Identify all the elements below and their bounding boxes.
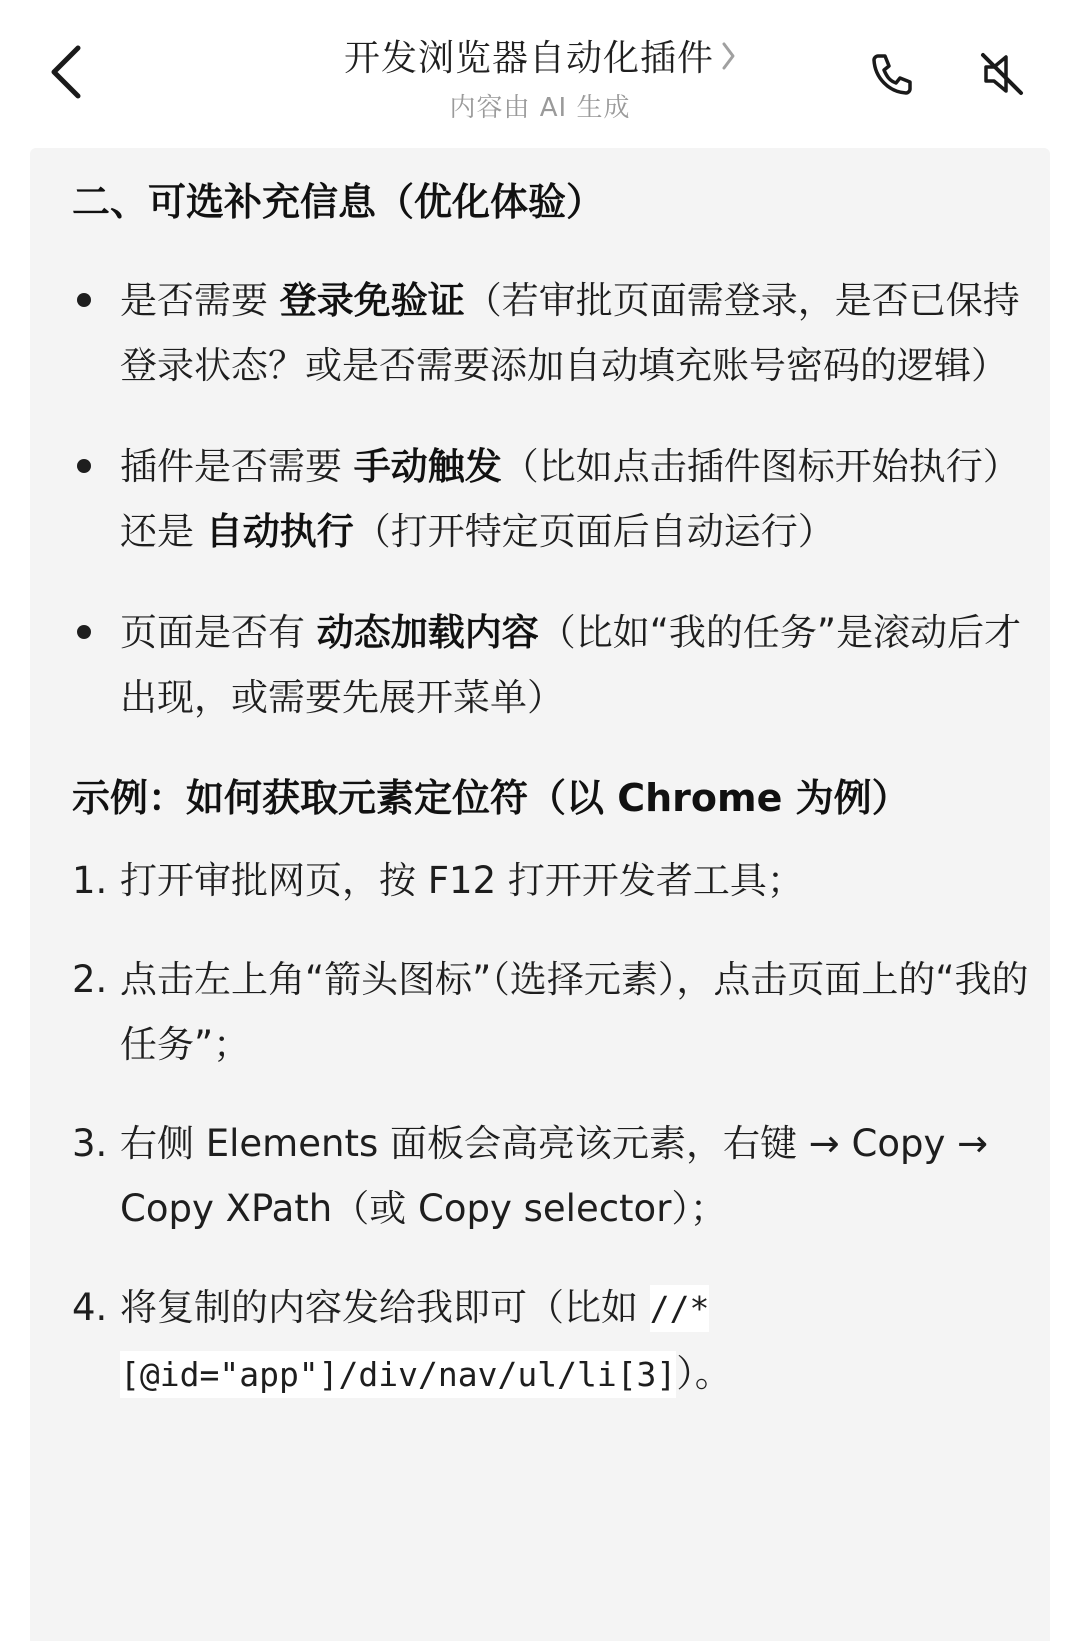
speaker-muted-icon [976,48,1028,104]
chat-title-button[interactable] [344,30,736,81]
step-text: 点击左上角“箭头图标”（选择元素），点击页面上的“我的任务”； [120,958,1029,1066]
bullet-bold-term: 动态加载内容 [316,611,539,654]
ai-message-card [30,148,1050,1641]
bullet-text: 插件是否需要 [120,445,354,488]
chevron-right-icon [720,41,736,71]
chevron-left-icon [46,44,86,104]
step-text: ）。 [676,1352,732,1395]
bullet-bold-term: 登录免验证 [279,279,465,322]
chat-title: 开发浏览器自动化插件 [343,38,714,79]
call-button[interactable] [862,46,922,106]
bullet-dot [77,293,91,307]
bullet-text: （若审批页面需登录，是否已保持登录状态？或是否需要添加自动填充账号密码的逻辑） [120,279,1020,387]
bullet-text: （比如“我的任务”是滚动后才出现，或需要先展开菜单） [120,611,1022,719]
bullet-bold-term: 自动执行 [205,510,354,553]
chat-header [0,0,1080,140]
step-number: 2. [72,958,108,1001]
step-number: 3. [72,1122,108,1165]
bullet-dot [77,459,91,473]
bullet-dot [77,625,91,639]
bullet-text: 是否需要 [120,279,280,322]
list-item [72,434,1032,564]
step-text: 右侧 Elements 面板会高亮该元素，右键 → Copy → Copy XPath（或 Copy selector）； [120,1122,989,1230]
list-item [72,268,1032,398]
phone-icon [868,50,916,102]
section-heading-example: 示例：如何获取元素定位符（以 Chrome 为例） [72,776,910,820]
steps-list [72,848,1032,1407]
bullet-text: （打开特定页面后自动运行） [353,510,835,553]
list-item [72,1111,1032,1241]
list-item [72,848,1032,913]
step-text: 打开审批网页，按 F12 打开开发者工具； [120,859,804,902]
step-number: 4. [72,1286,108,1329]
step-text: 将复制的内容发给我即可（比如 [120,1286,650,1329]
back-button[interactable] [38,42,94,106]
mute-button[interactable] [970,44,1034,108]
bullet-bold-term: 手动触发 [353,445,502,488]
message-content [72,172,1032,1441]
ai-generated-note: 内容由 AI 生成 [449,93,631,123]
chat-title-block [240,30,840,124]
bullet-text: 页面是否有 [120,611,317,654]
list-item [72,1275,1032,1407]
xpath-code-snippet: //*[@id="app"]/div/nav/ul/li[3] [120,1285,709,1398]
step-number: 1. [72,859,108,902]
list-item [72,600,1032,730]
optional-info-list [72,268,1032,730]
section-heading-optional-info: 二、可选补充信息（优化体验） [72,180,605,224]
list-item [72,947,1032,1077]
bullet-text: （比如点击插件图标开始执行）还是 [120,445,1020,553]
